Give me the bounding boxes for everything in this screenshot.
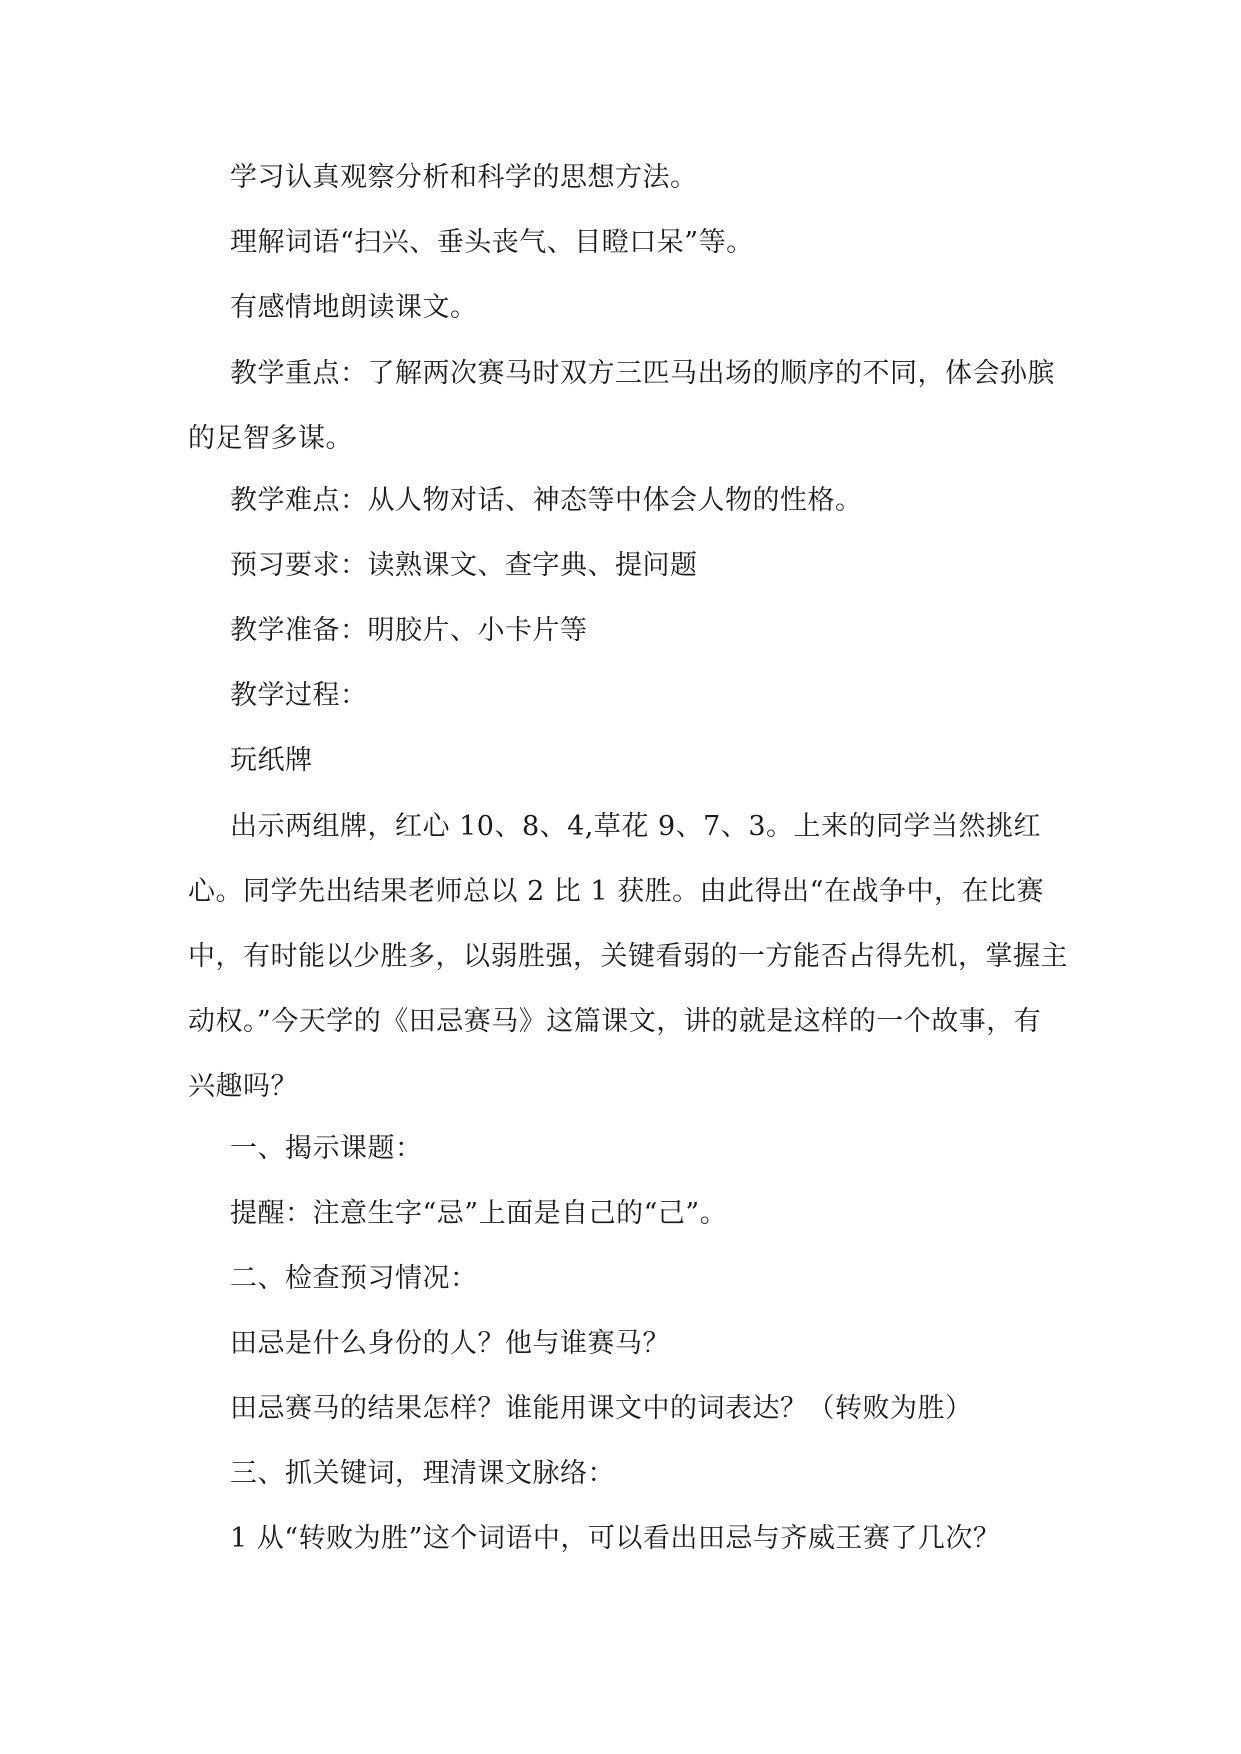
paragraph: 田忌是什么身份的人？他与谁赛马？ <box>230 1328 670 1359</box>
paragraph: 教学过程： <box>230 680 368 711</box>
paragraph: 出示两组牌，红心 10、8、4,草花 9、7、3。上来的同学当然挑红心。同学先出结果老师总以 2 比 1 获胜。由此得出“在战争中，在比赛中，有时能以少胜多，以弱胜强，关键看弱的一方能否占得先机，掌握主动权。”今天学的《田忌赛马》这篇课文，讲的就是这样的一个故事，有兴趣吗？ <box>188 811 1068 1102</box>
document-body <box>188 158 1068 1584</box>
paragraph: 二、检查预习情况： <box>230 1263 478 1294</box>
paragraph: 三、抓关键词，理清课文脉络： <box>230 1458 615 1489</box>
paragraph: 教学重点：了解两次赛马时双方三匹马出场的顺序的不同，体会孙膑的足智多谋。 <box>188 358 1055 454</box>
paragraph: 一、揭示课题： <box>230 1133 423 1164</box>
paragraph: 教学难点：从人物对话、神态等中体会人物的性格。 <box>230 485 863 516</box>
paragraph: 田忌赛马的结果怎样？谁能用课文中的词表达？（转败为胜） <box>230 1393 973 1424</box>
paragraph: 理解词语“扫兴、垂头丧气、目瞪口呆”等。 <box>230 227 754 258</box>
paragraph: 有感情地朗读课文。 <box>230 292 478 323</box>
paragraph: 提醒：注意生字“忌”上面是自己的“己”。 <box>230 1198 728 1229</box>
paragraph: 学习认真观察分析和科学的思想方法。 <box>230 162 698 193</box>
paragraph: 教学准备：明胶片、小卡片等 <box>230 615 588 646</box>
paragraph: 1 从“转败为胜”这个词语中，可以看出田忌与齐威王赛了几次？ <box>230 1523 1001 1554</box>
paragraph: 玩纸牌 <box>230 745 313 776</box>
paragraph: 预习要求：读熟课文、查字典、提问题 <box>230 550 698 581</box>
